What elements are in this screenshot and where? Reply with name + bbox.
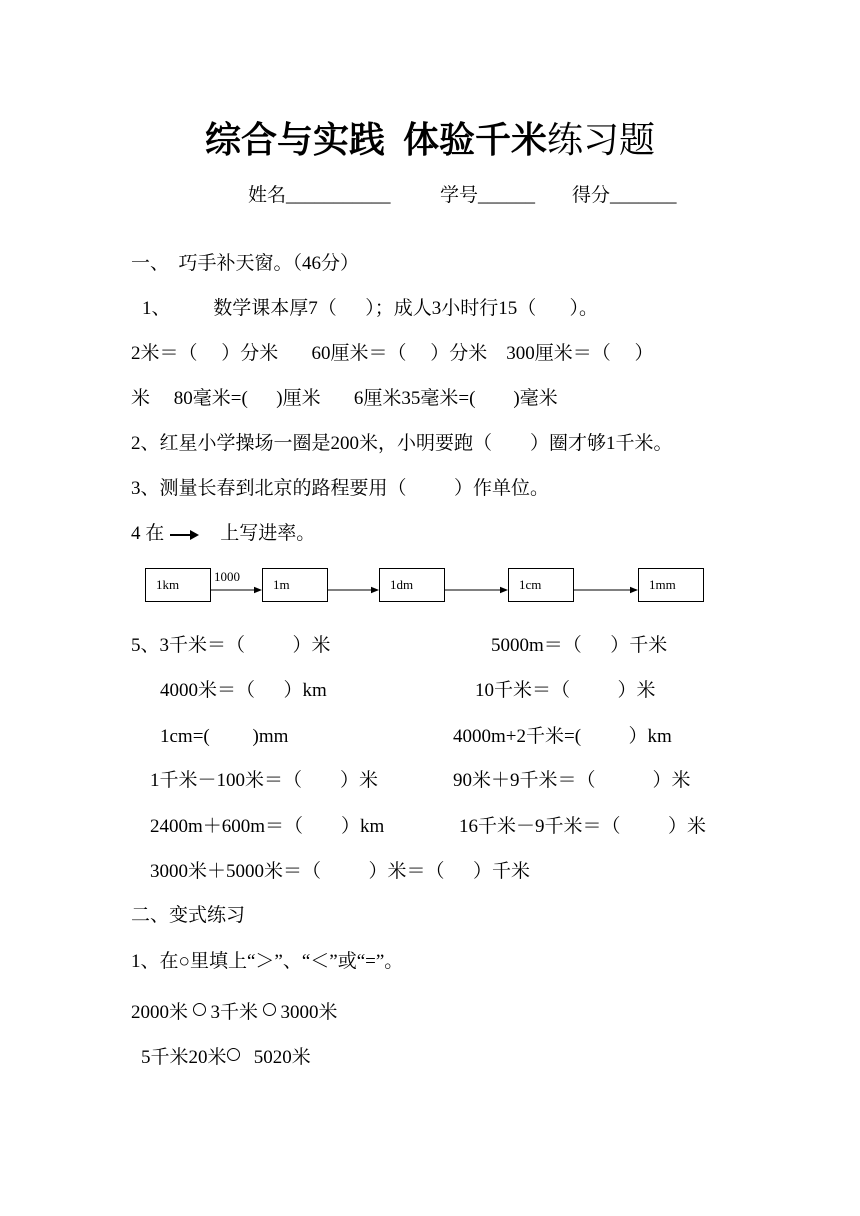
q5-row3-right: 4000m+2千米=( ）km <box>453 726 672 747</box>
compare-circle-3[interactable] <box>227 1048 240 1061</box>
score-field-label: 得分_______ <box>572 185 677 206</box>
name-field-label: 姓名___________ <box>248 185 391 206</box>
section-1-heading: 一、 巧手补天窗。（46分） <box>131 253 360 274</box>
question-1-3: 3、测量长春到北京的路程要用（ ）作单位。 <box>131 478 550 499</box>
q5-row2-right: 10千米＝（ ）米 <box>475 680 656 701</box>
arrow-icon <box>170 529 200 541</box>
title-suffix: 练习题 <box>547 120 656 160</box>
compare-1-b: 3千米 <box>210 1002 259 1023</box>
conversion-row-2: 米 80毫米=( )厘米 6厘米35毫米=( )毫米 <box>131 388 558 409</box>
compare-circle-1[interactable] <box>193 1003 206 1016</box>
unit-box-mm: 1mm <box>638 568 704 602</box>
question-1-2: 2、红星小学操场一圈是200米，小明要跑（ ）圈才够1千米。 <box>131 433 673 454</box>
compare-2-b: 5020米 <box>253 1047 311 1068</box>
question-1-4 <box>131 522 315 546</box>
compare-row-1 <box>131 1001 338 1025</box>
unit-box-km: 1km <box>145 568 211 602</box>
page-title <box>0 112 860 163</box>
title-main: 综合与实践 体验千米 <box>204 120 547 160</box>
question-1-1: 1、 数学课本厚7（ ）；成人3小时行15（ ）。 <box>142 298 599 319</box>
q5-row5-right: 16千米－9千米＝（ ）米 <box>459 816 707 837</box>
q5-row4-right: 90米＋9千米＝（ ）米 <box>453 770 691 791</box>
q5-row4-left: 1千米－100米＝（ ）米 <box>150 770 379 791</box>
unit-box-dm: 1dm <box>379 568 445 602</box>
section-2-question-1: 1、在○里填上“＞”、“＜”或“=”。 <box>131 951 404 972</box>
question-1-4-prefix: 4 在 <box>131 523 165 544</box>
q5-row1-right: 5000m＝（ ）千米 <box>491 635 668 656</box>
conversion-row-1: 2米＝（ ）分米 60厘米＝（ ）分米 300厘米＝（ ） <box>131 343 654 364</box>
student-id-field-label: 学号______ <box>440 185 536 206</box>
compare-1-c: 3000米 <box>280 1002 338 1023</box>
q5-row5-left: 2400m＋600m＝（ ）km <box>150 816 385 837</box>
compare-2-a: 5千米20米 <box>141 1047 227 1068</box>
q5-row1-left: 5、3千米＝（ ）米 <box>131 635 331 656</box>
q5-row3-left: 1cm=( )mm <box>160 726 289 747</box>
compare-row-2 <box>141 1046 311 1070</box>
question-1-4-suffix: 上写进率。 <box>220 523 316 544</box>
rate-label: 1000 <box>214 569 240 584</box>
q5-row2-left: 4000米＝（ ）km <box>160 680 327 701</box>
compare-1-a: 2000米 <box>131 1002 189 1023</box>
compare-circle-2[interactable] <box>263 1003 276 1016</box>
q5-row6: 3000米＋5000米＝（ ）米＝（ ）千米 <box>150 861 531 882</box>
section-2-heading: 二、变式练习 <box>131 905 246 926</box>
unit-box-m: 1m <box>262 568 328 602</box>
unit-box-cm: 1cm <box>508 568 574 602</box>
